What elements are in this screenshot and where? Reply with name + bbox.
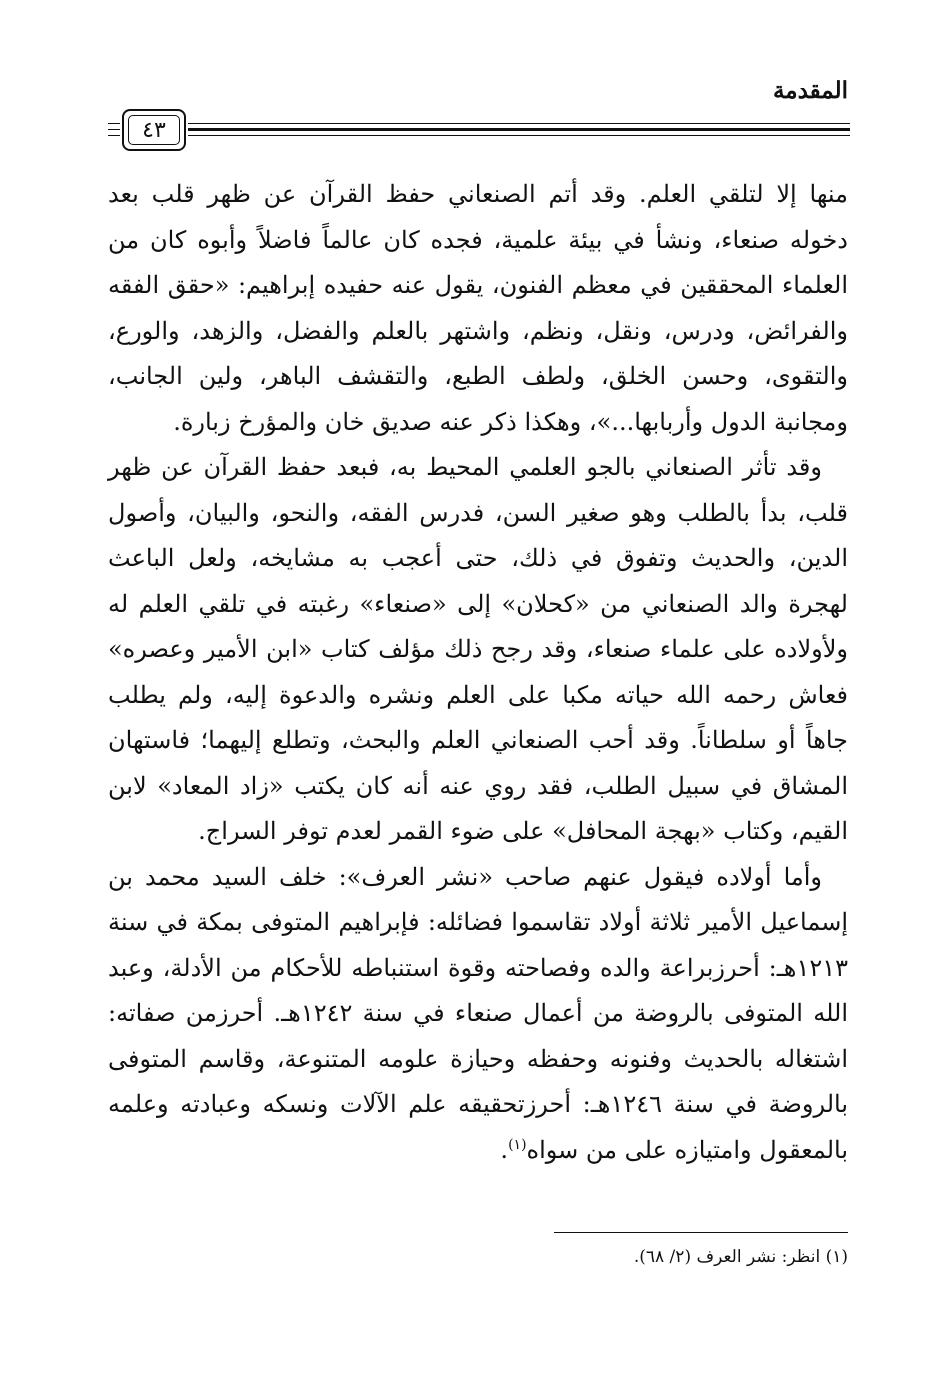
header-rule xyxy=(108,109,850,155)
footnote-1: (١) انظر: نشر العرف (٢/ ٦٨). xyxy=(633,1247,848,1267)
rule-line-middle xyxy=(188,128,850,131)
footnote-marker[interactable]: (١) xyxy=(508,1136,527,1153)
paragraph-2: وقد تأثر الصنعاني بالجو العلمي المحيط به، فبعد حفظ القرآن عن ظهر قلب، بدأ بالطلب وهو صغير السن، فدرس الفقه، والنحو، والبيان، وأصول الدين، والحديث وتفوق في ذلك، حتى أعجب به مشايخه، ولعل الباعث لهجرة والد الصنعاني من «كحلان» إلى «صنعاء» رغبته في تلقي العلم له ولأولاده على علماء صنعاء، وقد رجح ذلك مؤلف كتاب «ابن الأمير وعصره» فعاش رحمه الله حياته مكبا على العلم ونشره والدعوة إليه، ولم يطلب جاهاً أو سلطاناً. وقد أحب الصنعاني العلم والبحث، وتطلع إليهما؛ فاستهان المشاق في سبيل الطلب، فقد روي عنه أنه كان يكتب «زاد المعاد» لابن القيم، وكتاب «بهجة المحافل» على ضوء القمر لعدم توفر السراج. xyxy=(108,453,849,845)
running-head-title: المقدمة xyxy=(772,77,848,104)
paragraph-3 xyxy=(108,855,848,1174)
page-number-frame xyxy=(122,109,186,151)
body-text xyxy=(108,172,848,1173)
rule-line-bottom xyxy=(188,135,850,136)
rule-line-top xyxy=(188,123,850,124)
rule-end-ticks xyxy=(108,123,120,137)
paragraph-3-end: . xyxy=(500,1135,509,1164)
paragraph-3-text: وأما أولاده فيقول عنهم صاحب «نشر العرف»: خلف السيد محمد بن إسماعيل الأمير ثلاثة أولاد تقاسموا فضائله: فإبراهيم المتوفى بمكة في سنة ١٢١٣هـ: أحرزبراعة والده وفصاحته وقوة استنباطه للأحكام من الأدلة، وعبد الله المتوفى بالروضة من أعمال صنعاء في سنة ١٢٤٢هـ. أحرزمن صفاته: اشتغاله بالحديث وفنونه وحفظه وحيازة علومه المتنوعة، وقاسم المتوفى بالروضة في سنة ١٢٤٦هـ: أحرزتحقيقه علم الآلات ونسكه وعبادته وعلمه بالمعقول وامتيازه على من سواه xyxy=(108,862,848,1164)
paragraph-1: منها إلا لتلقي العلم. وقد أتم الصنعاني حفظ القرآن عن ظهر قلب بعد دخوله صنعاء، ونشأ في بيئة علمية، فجده كان عالماً فاضلاً وأبوه كان من العلماء المحققين في معظم الفنون، يقول عنه حفيده إبراهيم: «حقق الفقه والفرائض، ودرس، ونقل، ونظم، واشتهر بالعلم والفضل، والزهد، والورع، والتقوى، وحسن الخلق، ولطف الطبع، والتقشف الباهر، ولين الجانب، ومجانبة الدول وأربابها...»، وهكذا ذكر عنه صديق خان والمؤرخ زبارة. xyxy=(108,180,848,436)
page-number: ٤٣ xyxy=(128,115,180,145)
footnote-separator xyxy=(554,1232,848,1233)
